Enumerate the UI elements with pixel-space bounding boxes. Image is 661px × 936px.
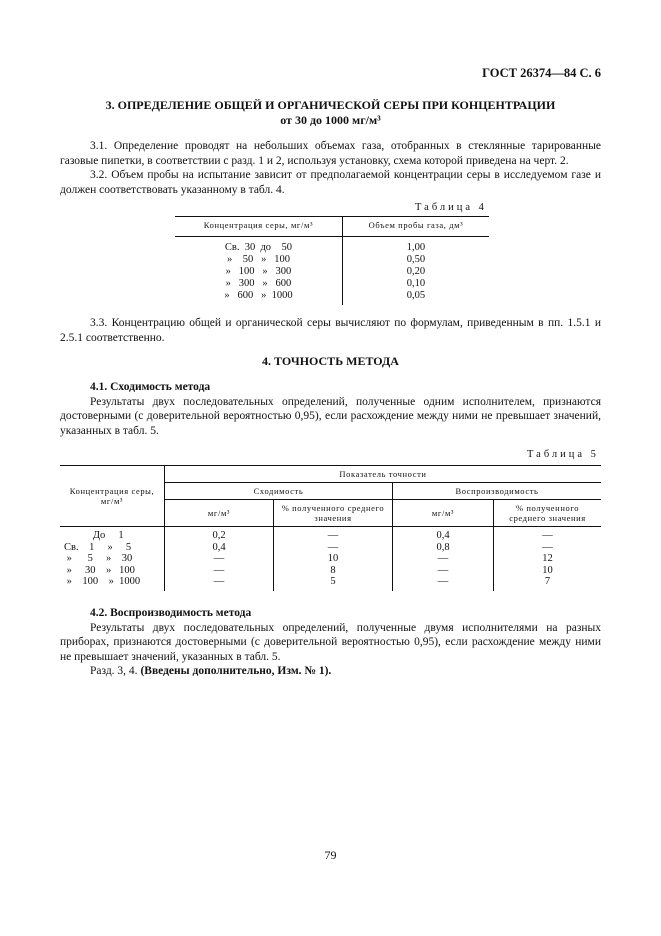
table-4-cell: 0,50	[406, 254, 426, 265]
paragraph-3-2: 3.2. Объем пробы на испытание зависит от предполагаемой концентрации серы в исследуемом газе и должен соответствовать указанному в табл. 4.	[60, 169, 601, 196]
paragraph-3-3: 3.3. Концентрацию общей и органической серы вычисляют по формулам, приведенным в пп. 1.5.1 и 2.5.1 соответственно.	[60, 317, 601, 344]
table-5-cell: 10	[274, 553, 393, 565]
table-5-cell: —	[165, 565, 274, 577]
table-5-cell: До 1	[64, 530, 124, 541]
table-5-cell: 0,4	[165, 542, 274, 554]
table-4-cell: » 100 » 300	[225, 266, 292, 277]
section-4-title: 4. ТОЧНОСТЬ МЕТОДА	[262, 354, 399, 368]
table-5-cell: —	[393, 565, 494, 577]
table-5-header-mg: мг/м³	[165, 500, 274, 527]
amendment-note	[60, 664, 601, 679]
table-5-caption: Таблица 5	[527, 449, 599, 460]
table-4-header-concentration: Концентрация серы, мг/м³	[175, 217, 342, 237]
subsection-4-1-text: Результаты двух последовательных определений, полученные одним исполнителем, признаются достоверными (с доверительной вероятностью 0,95), если расхождение между ними не превышает значений, указанных в табл. 5.	[60, 395, 601, 437]
table-5-cell: 10	[542, 564, 553, 576]
table-5-header-pct: % полученного среднего значения	[274, 500, 393, 527]
document-header: ГОСТ 26374—84 С. 6	[482, 66, 601, 80]
table-4-cell: 0,05	[406, 290, 426, 301]
table-5-header-concentration: Концентрация серы, мг/м³	[60, 466, 165, 527]
table-5-header-convergence: Сходимость	[165, 483, 393, 500]
table-5-cell: 12	[542, 553, 553, 564]
table-4-cell: » 300 » 600	[225, 278, 292, 289]
table-5-cell: 7	[544, 576, 551, 587]
table-4-cell: 0,20	[406, 266, 426, 277]
table-4-cell: » 600 » 1000	[224, 290, 293, 301]
subsection-4-1-title: 4.1. Сходимость метода	[90, 381, 211, 393]
table-5-cell: » 30 » 100	[64, 564, 135, 576]
subsection-4-1-block	[60, 380, 601, 438]
table-5-header-pct: % полученного среднего значения	[494, 500, 602, 527]
section-3-title: 3. ОПРЕДЕЛЕНИЕ ОБЩЕЙ И ОРГАНИЧЕСКОЙ СЕРЫ ПРИ КОНЦЕНТРАЦИИ	[105, 98, 556, 112]
table-5-cell: —	[274, 527, 393, 542]
table-5-cell: —	[542, 530, 553, 541]
table-5-cell: 5	[274, 576, 393, 591]
table-4-cell: » 50 » 100	[226, 254, 290, 265]
table-5-cell: » 100 » 1000	[64, 576, 141, 587]
table-5-cell: —	[393, 576, 494, 591]
table-5-cell: 0,2	[165, 527, 274, 542]
subsection-4-2-text: Результаты двух последовательных определений, полученные двумя исполнителями на разных приборах, признаются достоверными (с доверительной вероятностью 0,95), если расхождение между ними не превышает значений, указанных в табл. 5.	[60, 621, 601, 663]
table-5-header-mg: мг/м³	[393, 500, 494, 527]
section-3-subtitle: от 30 до 1000 мг/м³	[280, 113, 381, 127]
table-5-cell: —	[165, 576, 274, 591]
table-5-header-reproducibility: Воспроизводимость	[393, 483, 602, 500]
amendment-note-prefix: Разд. 3, 4.	[90, 665, 138, 677]
table-4-caption: Таблица 4	[415, 202, 487, 213]
table-4-cell: 0,10	[406, 278, 426, 289]
table-5-cell: 0,8	[393, 542, 494, 554]
table-5-cell: —	[274, 542, 393, 554]
table-4	[175, 216, 489, 305]
table-5	[60, 465, 601, 591]
table-4-cell: Св. 30 до 50	[224, 242, 293, 253]
table-5-cell: Св. 1 » 5	[64, 541, 132, 553]
table-4-header-volume: Объем пробы газа, дм³	[342, 217, 489, 237]
table-5-header-accuracy: Показатель точности	[165, 466, 602, 483]
paragraph-3-1: 3.1. Определение проводят на небольших объемах газа, отобранных в стеклянные тарированные газовые пипетки, в соответствии с разд. 1 и 2, используя установку, схема которой приведена на черт. 2.	[60, 140, 601, 167]
table-4-cell: 1,00	[406, 242, 426, 253]
page-number: 79	[324, 848, 337, 862]
paragraph-3-1-block	[60, 139, 601, 197]
subsection-4-2-block	[60, 606, 601, 679]
subsection-4-2-title: 4.2. Воспроизводимость метода	[90, 607, 252, 619]
paragraph-3-3-block	[60, 316, 601, 345]
table-5-cell: 8	[274, 565, 393, 577]
table-5-cell: 0,4	[393, 527, 494, 542]
table-5-cell: —	[165, 553, 274, 565]
table-5-cell: » 5 » 30	[64, 553, 133, 564]
table-5-cell: —	[542, 541, 553, 553]
table-5-cell: —	[393, 553, 494, 565]
amendment-note-bold: (Введены дополнительно, Изм. № 1).	[140, 665, 332, 677]
